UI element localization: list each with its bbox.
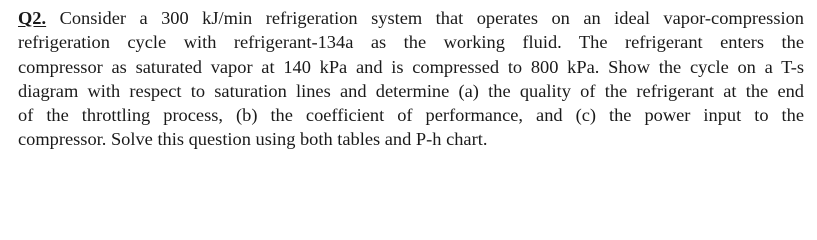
question-line-4: diagram with respect to saturation lines and determine (a) the quality of the refrigerant at the end — [18, 80, 804, 101]
question-line-6: compressor. Solve this question using both tables and P-h chart. — [18, 129, 488, 150]
question-line-5: of the throttling process, (b) the coefficient of performance, and (c) the power input to the — [18, 105, 804, 126]
question-line-1 — [18, 6, 804, 30]
question-line-3: compressor as saturated vapor at 140 kPa and is compressed to 800 kPa. Show the cycle on a T-s — [18, 56, 804, 77]
question-number: Q2. — [18, 8, 47, 28]
question-text-block — [18, 6, 804, 152]
question-line-1-text: Consider a 300 kJ/min refrigeration system that operates on an ideal vapor-compression — [46, 8, 804, 28]
question-line-2: refrigeration cycle with refrigerant-134a as the working fluid. The refrigerant enters the — [18, 32, 804, 53]
